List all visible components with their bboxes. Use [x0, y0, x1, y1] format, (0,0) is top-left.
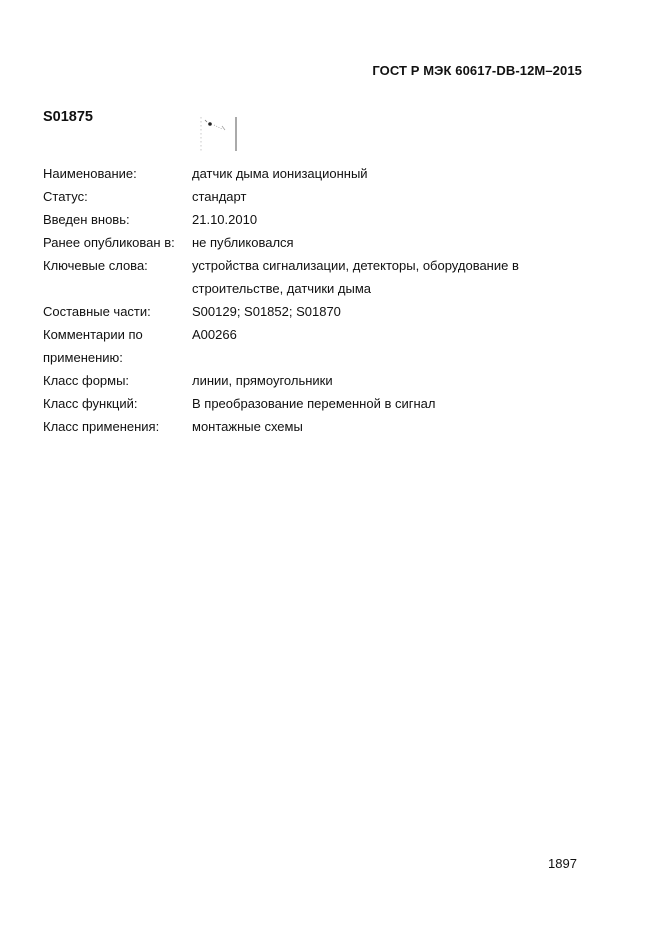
field-value: 21.10.2010 [192, 212, 258, 227]
field-introduced [43, 208, 563, 231]
page-number: 1897 [548, 856, 577, 871]
field-label: Введен вновь: [43, 212, 130, 227]
field-value: не публиковался [192, 235, 294, 250]
symbol-code: S01875 [43, 109, 93, 125]
field-keywords [43, 254, 563, 300]
field-label: Ключевые слова: [43, 258, 148, 273]
field-shape-class [43, 369, 563, 392]
field-label: Класс функций: [43, 396, 138, 411]
field-value: A00266 [192, 327, 237, 342]
field-application-notes [43, 323, 563, 369]
field-status [43, 185, 563, 208]
field-label: Комментарии по применению: [43, 327, 143, 365]
field-function-class [43, 392, 563, 415]
field-value: датчик дыма ионизационный [192, 166, 368, 181]
field-name [43, 162, 563, 185]
field-label: Статус: [43, 189, 88, 204]
field-label: Класс применения: [43, 419, 160, 434]
field-value: B преобразование переменной в сигнал [192, 396, 436, 411]
field-previously-published [43, 231, 563, 254]
field-value: стандарт [192, 189, 247, 204]
field-label: Ранее опубликован в: [43, 235, 175, 250]
field-value: монтажные схемы [192, 419, 303, 434]
field-value: линии, прямоугольники [192, 373, 333, 388]
standard-designation: ГОСТ Р МЭК 60617-DB-12M–2015 [372, 63, 582, 78]
field-components [43, 300, 563, 323]
field-label: Составные части: [43, 304, 151, 319]
symbol-attributes [43, 162, 563, 438]
field-label: Наименование: [43, 166, 137, 181]
field-label: Класс формы: [43, 373, 130, 388]
field-application-class [43, 415, 563, 438]
field-value: S00129; S01852; S01870 [192, 304, 341, 319]
field-value: устройства сигнализации, детекторы, оборудование в строительстве, датчики дыма [192, 258, 519, 296]
smoke-detector-ionization-symbol-icon [198, 114, 242, 154]
